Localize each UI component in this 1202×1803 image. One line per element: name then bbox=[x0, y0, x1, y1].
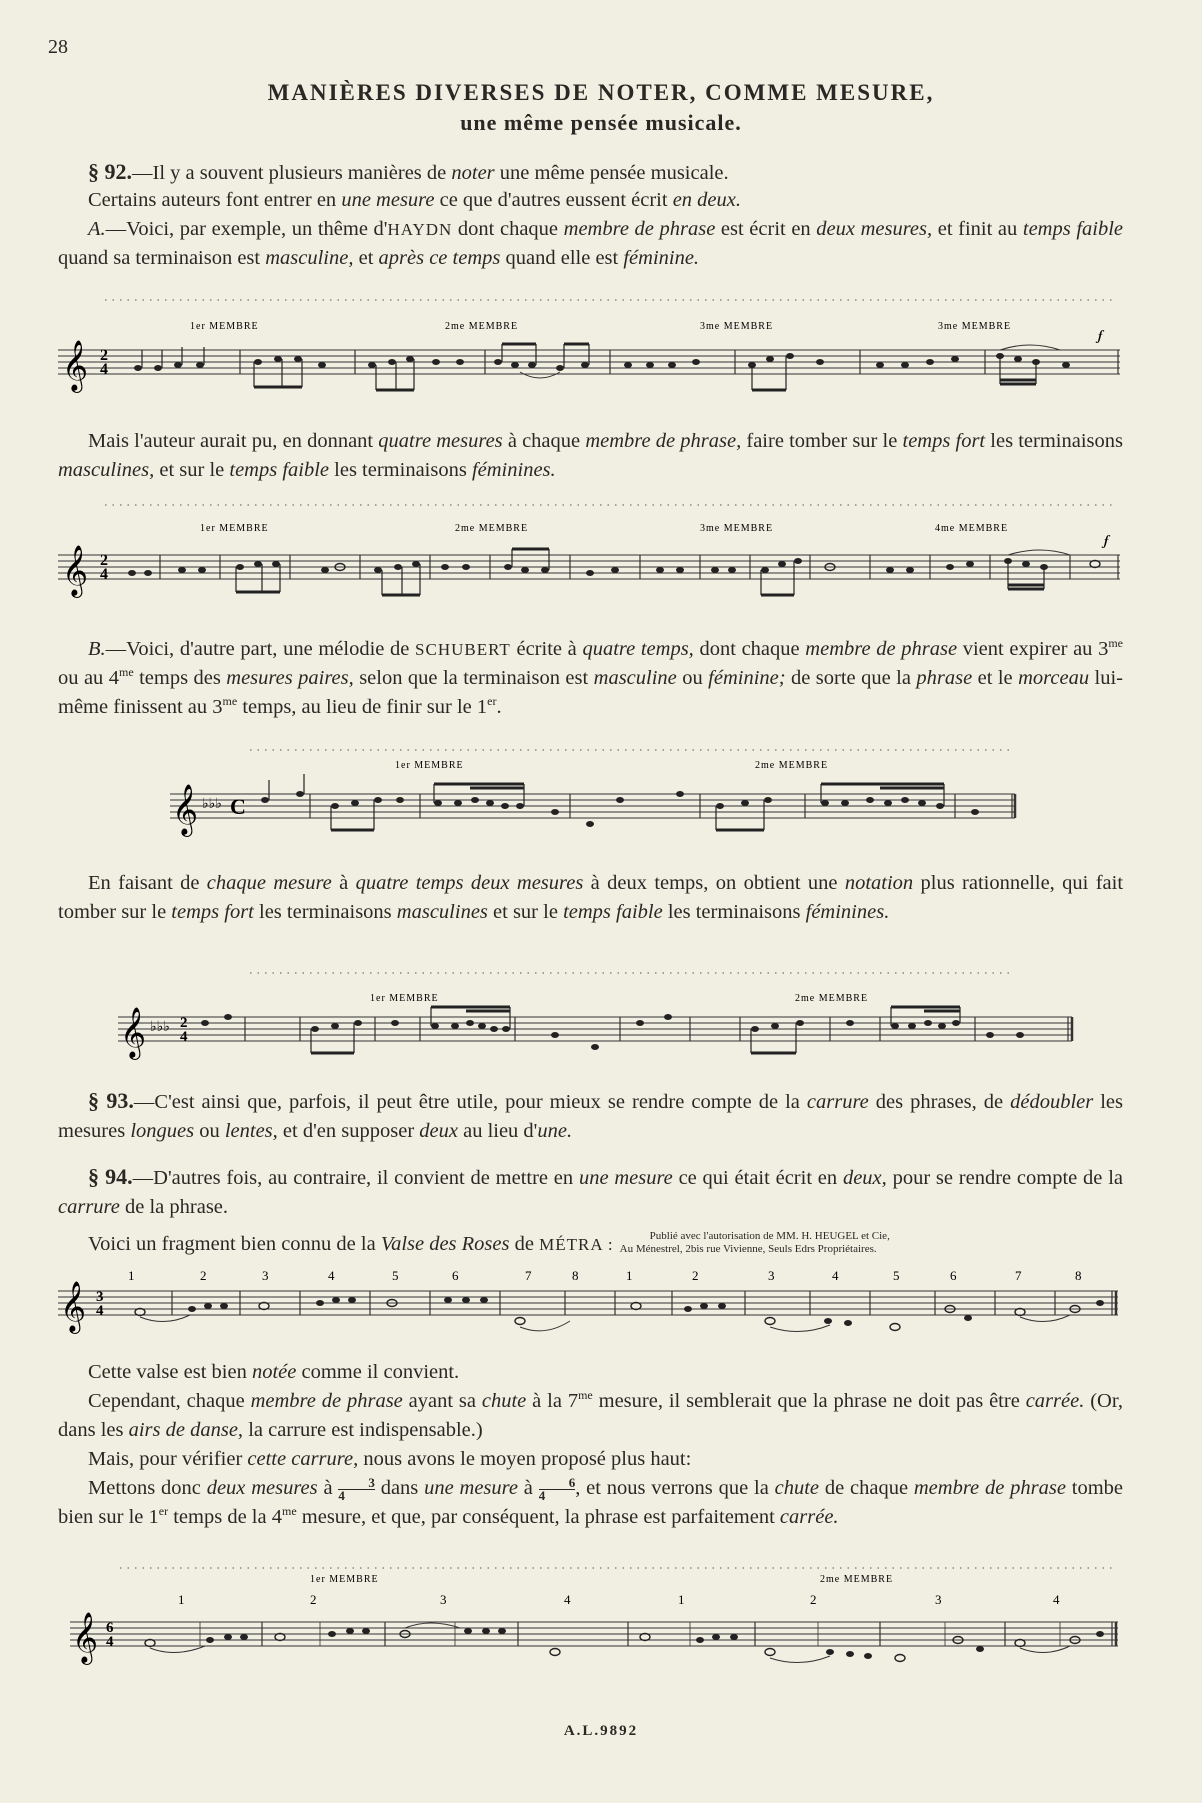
section-number: § 94. bbox=[88, 1164, 133, 1189]
page-subtitle: une même pensée musicale. bbox=[460, 110, 742, 135]
svg-text:2: 2 bbox=[692, 1268, 699, 1283]
music-example-2 bbox=[0, 497, 1202, 617]
svg-text:4: 4 bbox=[564, 1592, 571, 1607]
svg-text:7: 7 bbox=[1015, 1268, 1022, 1283]
measure-numbers bbox=[128, 1268, 1082, 1283]
svg-text:4: 4 bbox=[106, 1634, 114, 1650]
svg-text:3: 3 bbox=[440, 1592, 447, 1607]
treble-clef-icon: 𝄞 bbox=[72, 1613, 99, 1662]
member-label: 2me MEMBRE bbox=[445, 321, 519, 332]
music-example-4 bbox=[0, 965, 1202, 1065]
svg-text:1: 1 bbox=[626, 1268, 633, 1283]
svg-text:2: 2 bbox=[310, 1592, 317, 1607]
member-label: 3me MEMBRE bbox=[700, 523, 774, 534]
time-fraction: $\frac{6}{4}$ bbox=[538, 1474, 576, 1503]
svg-text:5: 5 bbox=[893, 1268, 900, 1283]
svg-text:4: 4 bbox=[100, 566, 108, 583]
paragraph-mettons: Mettons donc deux mesures à $\frac{3}{4}$ dans une mesure à $\frac{6}{4}$, et nous verrons que la chute de chaque membre de phrase tombe bien sur le 1er temps de la $4^{me}$ mesure, et que, par conséquent, la phrase est parfaitement carrée. bbox=[58, 1474, 1123, 1528]
svg-text:4: 4 bbox=[328, 1268, 335, 1283]
section-94-paragraph: § 94.—D'autres fois, au contraire, il convient de mettre en une mesure ce qui était écrit en deux, pour se rendre compte de la carrure de la phrase. bbox=[58, 1164, 1123, 1218]
paragraph-cette-valse: Cette valse est bien notée comme il convient. bbox=[88, 1361, 460, 1383]
example-label-a: A. bbox=[88, 218, 106, 240]
svg-text:1: 1 bbox=[178, 1592, 185, 1607]
member-label: 1er MEMBRE bbox=[395, 760, 464, 771]
ornament-icon: 𝆑 bbox=[1098, 329, 1103, 344]
treble-clef-icon: 𝄞 bbox=[62, 546, 89, 595]
member-label: 1er MEMBRE bbox=[190, 321, 259, 332]
member-label: 2me MEMBRE bbox=[455, 523, 529, 534]
member-label: 1er MEMBRE bbox=[200, 523, 269, 534]
paragraph-en-faisant: En faisant de chaque mesure à quatre temps deux mesures à deux temps, on obtient une notation plus rationnelle, qui fait tomber sur le temps fort les terminaisons masculines et sur le temps faible les terminaisons féminines. bbox=[58, 872, 1124, 923]
member-label: 1er MEMBRE bbox=[310, 1574, 379, 1585]
section-92-line2: Certains auteurs font entrer en une mesure ce que d'autres eussent écrit en deux. bbox=[88, 189, 741, 211]
page-title: MANIÈRES DIVERSES DE NOTER, COMME MESURE, bbox=[267, 80, 935, 105]
member-label: 3me MEMBRE bbox=[938, 321, 1012, 332]
music-example-3 bbox=[0, 742, 1202, 852]
svg-text:4: 4 bbox=[96, 1303, 104, 1319]
svg-text:8: 8 bbox=[572, 1268, 579, 1283]
svg-text:3: 3 bbox=[96, 1289, 104, 1305]
member-label: 2me MEMBRE bbox=[795, 993, 869, 1004]
paragraph-cependant: Cependant, chaque membre de phrase ayant sa chute à la $7^{me}$ mesure, il semblerait que la phrase ne doit pas être carrée. (Or, dans les airs de danse, la carrure est indispensable.) bbox=[58, 1388, 1123, 1441]
svg-text:2: 2 bbox=[100, 347, 108, 364]
svg-text:1: 1 bbox=[128, 1268, 135, 1283]
svg-text:4: 4 bbox=[832, 1268, 839, 1283]
section-92-paragraph: § 92.—Il y a souvent plusieurs manières de noter une même pensée musicale. bbox=[88, 159, 729, 184]
svg-text:4: 4 bbox=[100, 361, 108, 378]
composer-name: HAYDN bbox=[387, 220, 453, 239]
example-label-b: B. bbox=[88, 638, 106, 660]
svg-text:2: 2 bbox=[810, 1592, 817, 1607]
publisher-note: Publié avec l'autorisation de MM. H. HEUGEL et Cie, Au Ménestrel, 2bis rue Vivienne, Seuls Edrs Propriétaires. bbox=[619, 1230, 890, 1255]
flat-icon: ♭♭♭ bbox=[202, 797, 222, 812]
treble-clef-icon: 𝄞 bbox=[62, 341, 89, 390]
svg-text:5: 5 bbox=[392, 1268, 399, 1283]
composer-name: MÉTRA : bbox=[539, 1235, 614, 1254]
svg-text:6: 6 bbox=[452, 1268, 459, 1283]
plate-number: A.L.9892 bbox=[563, 1723, 639, 1739]
treble-clef-icon: 𝄞 bbox=[60, 1282, 87, 1331]
svg-text:3: 3 bbox=[768, 1268, 775, 1283]
member-label: 4me MEMBRE bbox=[935, 523, 1009, 534]
svg-text:4: 4 bbox=[1053, 1592, 1060, 1607]
common-time-icon: C bbox=[230, 794, 246, 819]
svg-text:3: 3 bbox=[935, 1592, 942, 1607]
svg-text:6: 6 bbox=[106, 1620, 114, 1636]
svg-text:4: 4 bbox=[180, 1029, 188, 1045]
paragraph-example-b: B.—Voici, d'autre part, une mélodie de SCHUBERT écrite à quatre temps, dont chaque membre de phrase vient expirer au $3^{me}$ ou au $4^{me}$ temps des mesures paires, selon que la terminaison est masculine ou féminine; de sorte que la phrase et le morceau lui-même finissent au $3^{me}$ temps, au lieu de finir sur le 1er. bbox=[58, 636, 1124, 718]
svg-text:2: 2 bbox=[180, 1015, 188, 1031]
treble-clef-icon: 𝄞 bbox=[172, 785, 199, 834]
svg-text:2: 2 bbox=[200, 1268, 207, 1283]
music-example-5 bbox=[0, 1265, 1202, 1365]
measure-numbers bbox=[178, 1592, 1060, 1607]
paragraph-mais: Mais l'auteur aurait pu, en donnant quatre mesures à chaque membre de phrase, faire tomber sur le temps fort les terminaisons masculines, et sur le temps faible les terminaisons féminines. bbox=[58, 430, 1123, 481]
flat-icon: ♭♭♭ bbox=[150, 1020, 170, 1035]
svg-text:1: 1 bbox=[678, 1592, 685, 1607]
paragraph-mais-verifier: Mais, pour vérifier cette carrure, nous avons le moyen proposé plus haut: bbox=[88, 1448, 692, 1470]
svg-text:3: 3 bbox=[262, 1268, 269, 1283]
svg-text:7: 7 bbox=[525, 1268, 532, 1283]
music-example-6 bbox=[0, 1560, 1202, 1700]
svg-text:8: 8 bbox=[1075, 1268, 1082, 1283]
section-number: § 93. bbox=[88, 1088, 134, 1113]
section-93-paragraph: § 93.—C'est ainsi que, parfois, il peut être utile, pour mieux se rendre compte de la carrure des phrases, de dédoubler les mesures longues ou lentes, et d'en supposer deux au lieu d'une. bbox=[58, 1088, 1124, 1142]
paragraph-voici-fragment: Voici un fragment bien connu de la Valse des Roses de MÉTRA : Publié avec l'autorisation de MM. H. HEUGEL et Cie, Au Ménestrel, 2bis rue Vivienne, Seuls Edrs Propriétaires. bbox=[88, 1230, 890, 1255]
page-number: 28 bbox=[48, 36, 68, 58]
member-label: 2me MEMBRE bbox=[820, 1574, 894, 1585]
section-number: § 92. bbox=[88, 159, 132, 184]
music-example-1 bbox=[0, 292, 1202, 412]
ornament-icon: 𝆑 bbox=[1104, 534, 1109, 549]
time-fraction: $\frac{3}{4}$ bbox=[338, 1474, 375, 1503]
svg-text:6: 6 bbox=[950, 1268, 957, 1283]
member-label: 2me MEMBRE bbox=[755, 760, 829, 771]
treble-clef-icon: 𝄞 bbox=[120, 1008, 147, 1057]
member-label: 1er MEMBRE bbox=[370, 993, 439, 1004]
svg-text:2: 2 bbox=[100, 552, 108, 569]
composer-name: SCHUBERT bbox=[415, 640, 511, 659]
section-92-example-a: A.—Voici, par exemple, un thême d'HAYDN dont chaque membre de phrase est écrit en deux mesures, et finit au temps faible quand sa terminaison est masculine, et après ce temps quand elle est féminine. bbox=[58, 218, 1124, 269]
member-label: 3me MEMBRE bbox=[700, 321, 774, 332]
